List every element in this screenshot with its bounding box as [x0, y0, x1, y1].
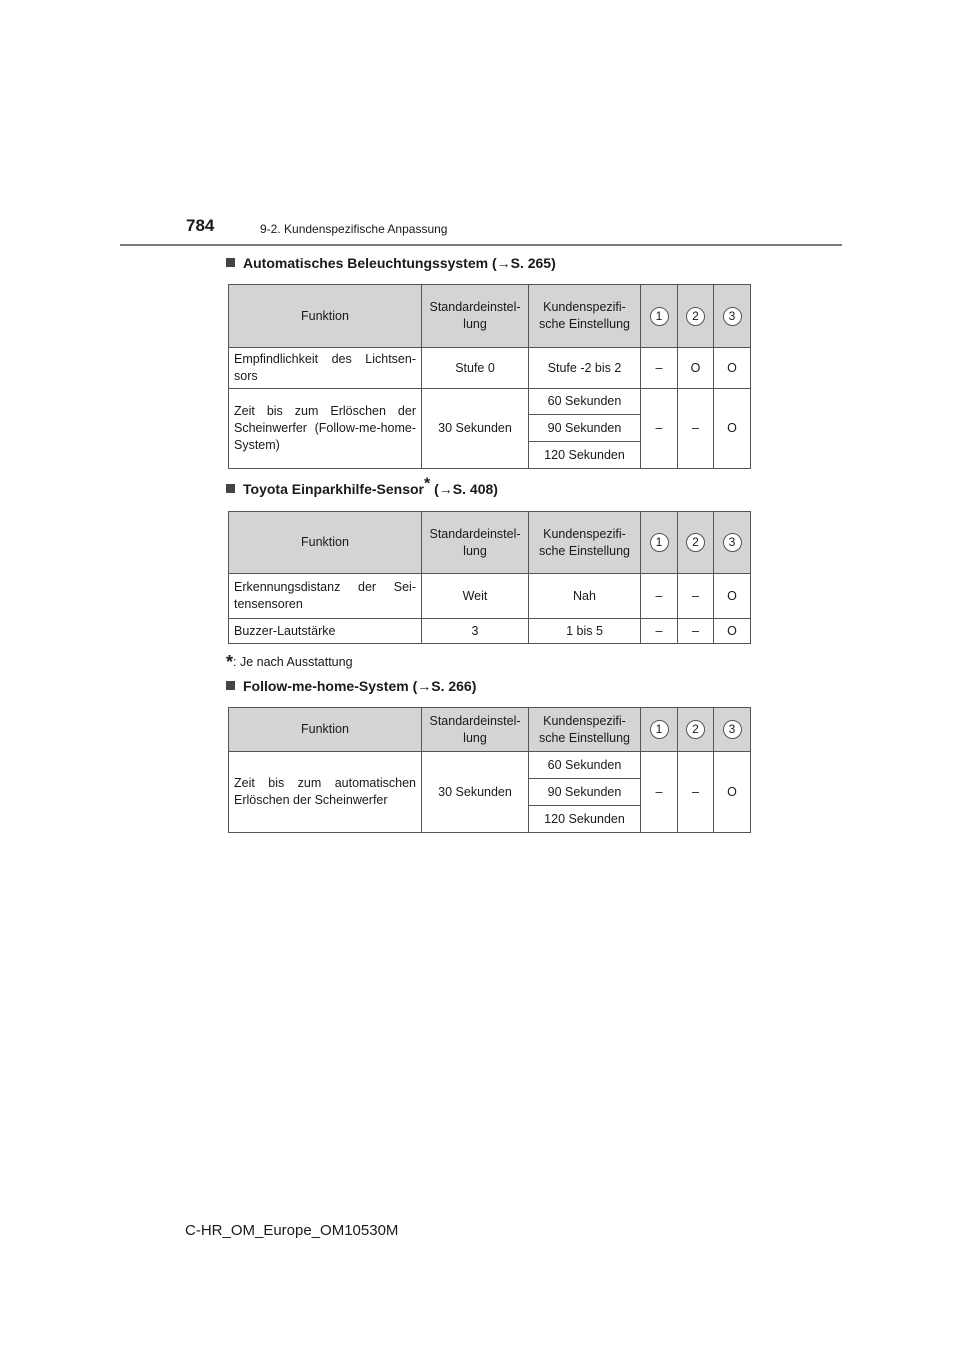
- header-mode-2: [678, 285, 714, 348]
- circle-number-2-icon: 2: [686, 533, 705, 552]
- cell-funktion: Zeit bis zum automatischen Erlöschen der Scheinwerfer: [229, 752, 422, 833]
- cell-custom: Stufe -2 bis 2: [529, 348, 641, 389]
- cell-custom: 120 Sekunden: [529, 442, 641, 469]
- header-standard: Standardeinstel-lung: [422, 708, 529, 752]
- header-custom: Kundenspezifi-sche Einstellung: [529, 285, 641, 348]
- section-title-text: Follow-me-home-System (→S. 266): [243, 678, 477, 694]
- footnote-text: : Je nach Ausstattung: [233, 655, 353, 669]
- table-row: [229, 348, 751, 389]
- header-custom: Kundenspezifi-sche Einstellung: [529, 708, 641, 752]
- circle-number-2-icon: 2: [686, 720, 705, 739]
- cell-custom: Nah: [529, 574, 641, 619]
- cell-custom: 120 Sekunden: [529, 806, 641, 833]
- cell-funktion: Erkennungsdistanz der Sei-tensensoren: [229, 574, 422, 619]
- footnote: [226, 650, 353, 671]
- cell-standard: Stufe 0: [422, 348, 529, 389]
- header-mode-2: [678, 512, 714, 574]
- cell-mode-2: –: [678, 619, 714, 644]
- header-mode-1: [641, 285, 678, 348]
- settings-table-follow-me-home: [228, 707, 751, 833]
- cell-mode-3: O: [714, 619, 751, 644]
- cell-custom: 60 Sekunden: [529, 389, 641, 415]
- cell-mode-1: –: [641, 752, 678, 833]
- header-mode-1: [641, 512, 678, 574]
- section-title-text: Toyota Einparkhilfe-Sensor: [243, 481, 424, 497]
- page-number: 784: [186, 216, 215, 235]
- circle-number-1-icon: 1: [650, 533, 669, 552]
- square-bullet-icon: [226, 258, 235, 267]
- cell-custom: 90 Sekunden: [529, 415, 641, 442]
- settings-table-lighting: [228, 284, 751, 469]
- cell-standard: 30 Sekunden: [422, 389, 529, 469]
- section-title-ref: (→S. 408): [430, 481, 498, 497]
- table-row: [229, 574, 751, 619]
- cell-standard: 30 Sekunden: [422, 752, 529, 833]
- cell-standard: Weit: [422, 574, 529, 619]
- table-row: [229, 752, 751, 779]
- circle-number-3-icon: 3: [723, 307, 742, 326]
- document-code: C-HR_OM_Europe_OM10530M: [185, 1222, 399, 1239]
- cell-mode-2: –: [678, 389, 714, 469]
- cell-mode-1: –: [641, 574, 678, 619]
- asterisk-mark: *: [424, 475, 431, 493]
- cell-mode-3: O: [714, 574, 751, 619]
- cell-mode-2: –: [678, 574, 714, 619]
- circle-number-3-icon: 3: [723, 533, 742, 552]
- cell-custom: 60 Sekunden: [529, 752, 641, 779]
- circle-number-1-icon: 1: [650, 720, 669, 739]
- cell-mode-3: O: [714, 389, 751, 469]
- cell-funktion: Zeit bis zum Erlöschen der Scheinwerfer (Follow-me-home-System): [229, 389, 422, 469]
- header-funktion: Funktion: [229, 512, 422, 574]
- chapter-title: 9-2. Kundenspezifische Anpassung: [260, 222, 448, 236]
- cell-mode-1: –: [641, 348, 678, 389]
- cell-mode-2: O: [678, 348, 714, 389]
- header-custom: Kundenspezifi-sche Einstellung: [529, 512, 641, 574]
- square-bullet-icon: [226, 681, 235, 690]
- cell-funktion: Empfindlichkeit des Lichtsen-sors: [229, 348, 422, 389]
- square-bullet-icon: [226, 484, 235, 493]
- section-title-lighting: [226, 255, 556, 271]
- cell-standard: 3: [422, 619, 529, 644]
- circle-number-2-icon: 2: [686, 307, 705, 326]
- footnote-mark: *: [226, 652, 234, 672]
- section-title-parking-sensor: [226, 475, 498, 497]
- cell-custom: 90 Sekunden: [529, 779, 641, 806]
- settings-table-parking-sensor: [228, 511, 751, 644]
- header-rule: [120, 244, 842, 246]
- table-row: [229, 619, 751, 644]
- header-funktion: Funktion: [229, 285, 422, 348]
- cell-mode-3: O: [714, 752, 751, 833]
- section-title-follow-me-home: [226, 678, 476, 694]
- cell-mode-2: –: [678, 752, 714, 833]
- circle-number-3-icon: 3: [723, 720, 742, 739]
- header-mode-3: [714, 708, 751, 752]
- header-mode-2: [678, 708, 714, 752]
- cell-mode-3: O: [714, 348, 751, 389]
- header-mode-1: [641, 708, 678, 752]
- header-mode-3: [714, 512, 751, 574]
- cell-funktion: Buzzer-Lautstärke: [229, 619, 422, 644]
- section-title-text: Automatisches Beleuchtungssystem (→S. 265): [243, 255, 556, 271]
- header-mode-3: [714, 285, 751, 348]
- header-funktion: Funktion: [229, 708, 422, 752]
- header-standard: Standardeinstel-lung: [422, 512, 529, 574]
- cell-custom: 1 bis 5: [529, 619, 641, 644]
- cell-mode-1: –: [641, 389, 678, 469]
- cell-mode-1: –: [641, 619, 678, 644]
- circle-number-1-icon: 1: [650, 307, 669, 326]
- table-row: [229, 389, 751, 415]
- header-standard: Standardeinstel-lung: [422, 285, 529, 348]
